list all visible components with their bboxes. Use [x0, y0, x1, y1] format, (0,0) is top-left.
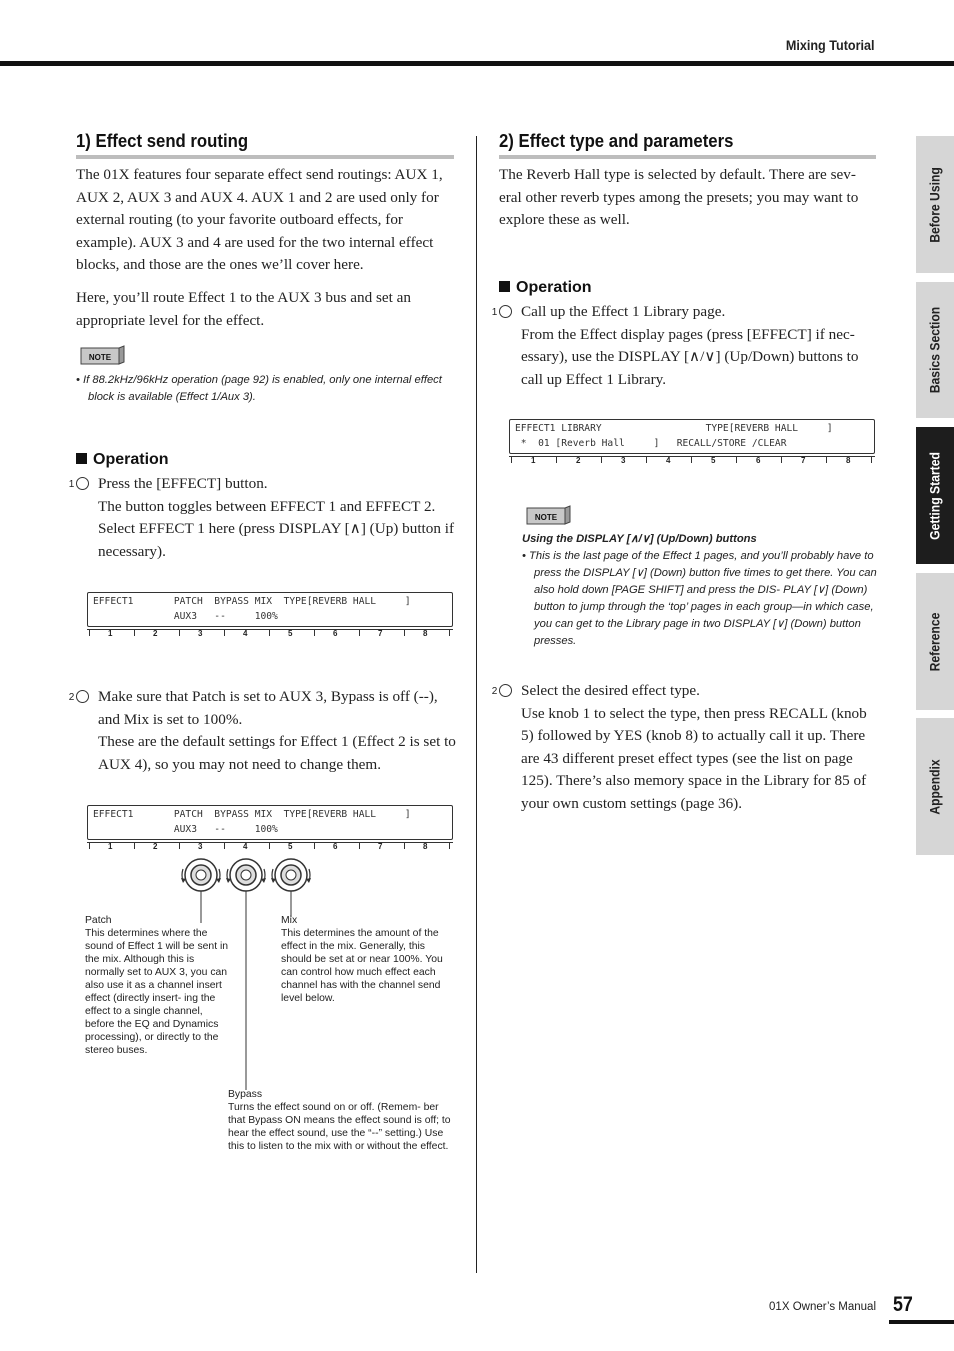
- step-title: Call up the Effect 1 Library page.: [521, 303, 726, 320]
- callout-title: Mix: [281, 915, 298, 926]
- operation-heading-text: Operation: [93, 451, 169, 468]
- scale-number: 4: [243, 629, 248, 638]
- step-2: [491, 680, 877, 816]
- operation-heading: [76, 451, 169, 469]
- intro-paragraph: The Reverb Hall type is selected by default. There are sev- eral other reverb types among the presets; you may want to explore these as well.: [499, 166, 859, 229]
- operation-heading-text: Operation: [516, 279, 592, 296]
- scale-tick: [179, 842, 180, 849]
- scale-line: [87, 842, 453, 843]
- page-number: 57: [893, 1293, 913, 1316]
- scale-number: 8: [423, 842, 428, 851]
- scale-tick: [404, 842, 405, 849]
- tab-before-using[interactable]: [916, 136, 954, 273]
- knob-scale: [87, 629, 453, 643]
- step-number: 2: [76, 690, 89, 703]
- step-title: Select the desired effect type.: [521, 682, 700, 699]
- scale-number: 3: [198, 842, 203, 851]
- scale-number: 5: [288, 629, 293, 638]
- callout-patch: [85, 914, 231, 1057]
- running-header: Mixing Tutorial: [786, 37, 875, 53]
- scale-tick: [556, 456, 557, 463]
- lcd-line: AUX3 -- 100%: [93, 611, 278, 622]
- scale-number: 2: [576, 456, 581, 465]
- step-body: Use knob 1 to select the type, then press RECALL (knob 5) followed by YES (knob 8) to actually call it up. There are 43 different preset effect types (see the list on page 125). There’s also memory space in the Library for 85 of your own custom settings (page 36).: [521, 704, 867, 812]
- scale-number: 4: [666, 456, 671, 465]
- scale-number: 3: [621, 456, 626, 465]
- callout-text: Turns the effect sound on or off. (Remem- ber that Bypass ON means the effect sound is off; to hear the effect sound, use the “--” setting.) Use this to listen to the mix with or without the effect.: [228, 1102, 451, 1152]
- footer-rule: [889, 1320, 954, 1324]
- scale-number: 6: [333, 842, 338, 851]
- lcd-line: EFFECT1 LIBRARY TYPE[REVERB HALL ]: [515, 423, 833, 434]
- scale-tick: [224, 629, 225, 636]
- scale-tick: [871, 456, 872, 463]
- tab-label: Getting Started: [927, 451, 943, 540]
- scale-line: [509, 456, 875, 457]
- callout-mix: [281, 914, 455, 1005]
- scale-number: 1: [531, 456, 536, 465]
- scale-line: [87, 629, 453, 630]
- scale-number: 2: [153, 629, 158, 638]
- scale-number: 1: [108, 842, 113, 851]
- scale-tick: [134, 629, 135, 636]
- note-icon-label: NOTE: [88, 353, 112, 362]
- route-paragraph: Here, you’ll route Effect 1 to the AUX 3 bus and set an appropriate level for the effect.: [76, 289, 412, 329]
- callout-text: This determines where the sound of Effect 1 will be sent in the mix. Although this is normally set to AUX 3, you can also use it as a channel insert effect (directly insert- ing the effect to a single channel, before the EQ and Dynamics processing), or directly to the stereo buses.: [85, 928, 229, 1056]
- scale-number: 7: [801, 456, 806, 465]
- scale-number: 6: [333, 629, 338, 638]
- scale-number: 6: [756, 456, 761, 465]
- tab-basics-section[interactable]: [916, 282, 954, 418]
- scale-tick: [736, 456, 737, 463]
- lcd-line: EFFECT1 PATCH BYPASS MIX TYPE[REVERB HALL ]: [93, 596, 411, 607]
- scale-number: 7: [378, 842, 383, 851]
- callout-title: Bypass: [228, 1089, 263, 1100]
- scale-tick: [511, 456, 512, 463]
- scale-tick: [89, 842, 90, 849]
- note-text: • This is the last page of the Effect 1 pages, and you’ll probably have to press the DISPLAY [∨] (Down) button five times to get there. You can also hold down [PAGE SHIFT] and press the DIS- PLAY [∨] (Down) button to jump through the ‘top’ pages in each group—in which case, you can get to the Library page in two DISPLAY [∨] (Down) button presses.: [522, 550, 877, 647]
- note-text: • If 88.2kHz/96kHz operation (page 92) is enabled, only one internal effect block is available (Effect 1/Aux 3).: [76, 374, 442, 403]
- step-1: [68, 473, 456, 563]
- heading-rule: [76, 155, 454, 159]
- callout-title: Patch: [85, 915, 112, 926]
- scale-number: 3: [198, 629, 203, 638]
- scale-number: 1: [108, 629, 113, 638]
- scale-number: 7: [378, 629, 383, 638]
- scale-number: 4: [243, 842, 248, 851]
- operation-heading: [499, 279, 592, 297]
- note-title: Using the DISPLAY [∧/∨] (Up/Down) buttons: [522, 533, 757, 545]
- scale-tick: [134, 842, 135, 849]
- scale-tick: [781, 456, 782, 463]
- callout-text: This determines the amount of the effect in the mix. Generally, this should be set at or near 100%. You can control how much effect each channel has with the channel send level below.: [281, 928, 443, 1004]
- scale-tick: [691, 456, 692, 463]
- step-number: 2: [499, 684, 512, 697]
- note-icon-label: NOTE: [534, 513, 558, 522]
- scale-tick: [359, 842, 360, 849]
- knob-5-icon: [271, 859, 311, 891]
- lcd-display-effect1-library: [509, 419, 875, 454]
- callout-bypass: [228, 1088, 452, 1153]
- lcd-line: EFFECT1 PATCH BYPASS MIX TYPE[REVERB HALL ]: [93, 809, 411, 820]
- step-body: The button toggles between EFFECT 1 and EFFECT 2. Select EFFECT 1 here (press DISPLAY [∧] (Up) button if necessary).: [98, 497, 455, 560]
- lcd-display-effect1: [87, 592, 453, 627]
- knob-scale: [509, 456, 875, 470]
- scale-tick: [826, 456, 827, 463]
- square-bullet-icon: [76, 453, 87, 464]
- manual-name: 01X Owner’s Manual: [769, 1301, 876, 1313]
- tab-label: Appendix: [927, 758, 943, 815]
- scale-number: 2: [153, 842, 158, 851]
- heading-rule: [499, 155, 876, 159]
- note-icon: [80, 344, 126, 368]
- scale-number: 5: [711, 456, 716, 465]
- scale-tick: [404, 629, 405, 636]
- step-title: Press the [EFFECT] button.: [98, 475, 268, 492]
- scale-tick: [224, 842, 225, 849]
- scale-tick: [314, 629, 315, 636]
- step-body: These are the default settings for Effect 1 (Effect 2 is set to AUX 4), so you may not need to change them.: [98, 733, 456, 773]
- tab-appendix[interactable]: [916, 718, 954, 855]
- scale-tick: [269, 629, 270, 636]
- step-body: From the Effect display pages (press [EFFECT] if nec- essary), use the DISPLAY [∧/∨] (Up/Down) buttons to call up Effect 1 Library.: [521, 325, 859, 388]
- step-number: 1: [76, 477, 89, 490]
- intro-paragraph: The 01X features four separate effect send routings: AUX 1, AUX 2, AUX 3 and AUX 4. AUX 1 and 2 are used only for external routing (to your favorite outboard effects, for example). AUX 3 and 4 are used for the two internal effect blocks, and those are the ones we’ll cover here.: [76, 166, 443, 274]
- scale-tick: [359, 629, 360, 636]
- scale-tick: [89, 629, 90, 636]
- tab-label: Before Using: [927, 166, 943, 243]
- scale-number: 8: [846, 456, 851, 465]
- scale-tick: [646, 456, 647, 463]
- scale-tick: [179, 629, 180, 636]
- section-heading-effect-send-routing: 1) Effect send routing: [76, 131, 249, 151]
- step-title: Make sure that Patch is set to AUX 3, Bypass is off (--), and Mix is set to 100%.: [98, 688, 438, 728]
- scale-tick: [314, 842, 315, 849]
- tab-label: Basics Section: [927, 306, 943, 394]
- scale-number: 8: [423, 629, 428, 638]
- column-divider: [476, 136, 477, 1273]
- scale-tick: [601, 456, 602, 463]
- tab-getting-started[interactable]: [916, 427, 954, 564]
- scale-tick: [449, 629, 450, 636]
- step-number: 1: [499, 305, 512, 318]
- knob-3-icon: [181, 859, 221, 891]
- lcd-display-effect1-params: [87, 805, 453, 840]
- knob-4-icon: [226, 859, 266, 891]
- section-heading-effect-type: 2) Effect type and parameters: [499, 131, 734, 151]
- lcd-line: AUX3 -- 100%: [93, 824, 278, 835]
- scale-tick: [449, 842, 450, 849]
- tab-label: Reference: [927, 612, 943, 671]
- tab-reference[interactable]: [916, 573, 954, 710]
- header-rule: [0, 61, 954, 66]
- scale-number: 5: [288, 842, 293, 851]
- note-icon: [526, 504, 572, 528]
- step-2: [68, 686, 456, 776]
- scale-tick: [269, 842, 270, 849]
- square-bullet-icon: [499, 281, 510, 292]
- step-1: [491, 301, 877, 391]
- lcd-line: * 01 [Reverb Hall ] RECALL/STORE /CLEAR: [515, 438, 787, 449]
